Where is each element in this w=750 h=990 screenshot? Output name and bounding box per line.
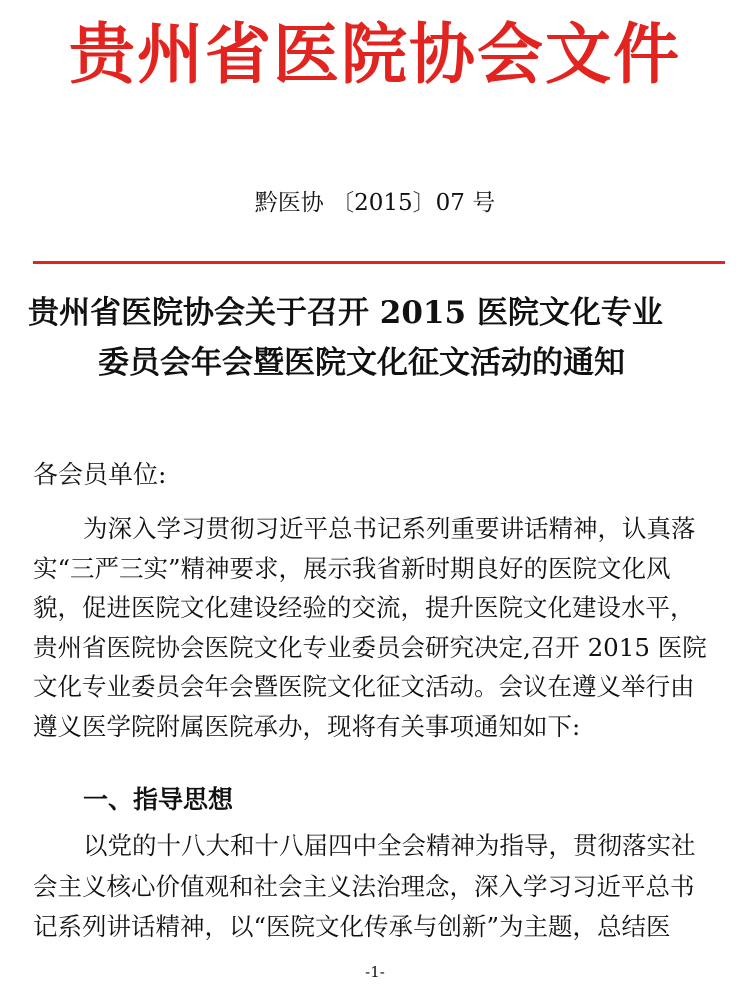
paragraph-line: 实“三严三实”精神要求，展示我省新时期良好的医院文化风	[33, 553, 671, 583]
page-number: -1-	[365, 963, 385, 981]
paragraph-line: 会主义核心价值观和社会主义法治理念，深入学习习近平总书	[33, 871, 695, 901]
paragraph-line: 以党的十八大和十八届四中全会精神为指导，贯彻落实社	[83, 831, 696, 860]
document-number: 黔医协 〔2015〕07 号	[254, 190, 496, 216]
salutation: 各会员单位:	[33, 460, 167, 489]
notice-title-line-2: 委员会年会暨医院文化征文活动的通知	[98, 345, 625, 381]
section-heading: 一、指导思想	[83, 785, 234, 814]
paragraph-line: 记系列讲话精神，以“医院文化传承与创新”为主题，总结医	[33, 912, 671, 941]
paragraph-1	[33, 509, 723, 746]
paragraph-2	[33, 826, 723, 948]
document-masthead: 贵州省医院协会文件	[69, 15, 681, 93]
paragraph-line: 文化专业委员会年会暨医院文化征文活动。会议在遵义举行由	[33, 672, 695, 701]
red-divider-line	[33, 261, 725, 264]
paragraph-line: 遵义医学院附属医院承办，现将有关事项通知如下:	[33, 711, 581, 741]
notice-title	[28, 288, 738, 388]
paragraph-line: 貌，促进医院文化建设经验的交流，提升医院文化建设水平，	[33, 593, 695, 622]
paragraph-line: 为深入学习贯彻习近平总书记系列重要讲话精神，认真落	[83, 514, 696, 543]
paragraph-line: 贵州省医院协会医院文化专业委员会研究决定,召开 2015 医院	[33, 632, 707, 662]
notice-title-line-1: 贵州省医院协会关于召开 2015 医院文化专业	[28, 295, 663, 331]
